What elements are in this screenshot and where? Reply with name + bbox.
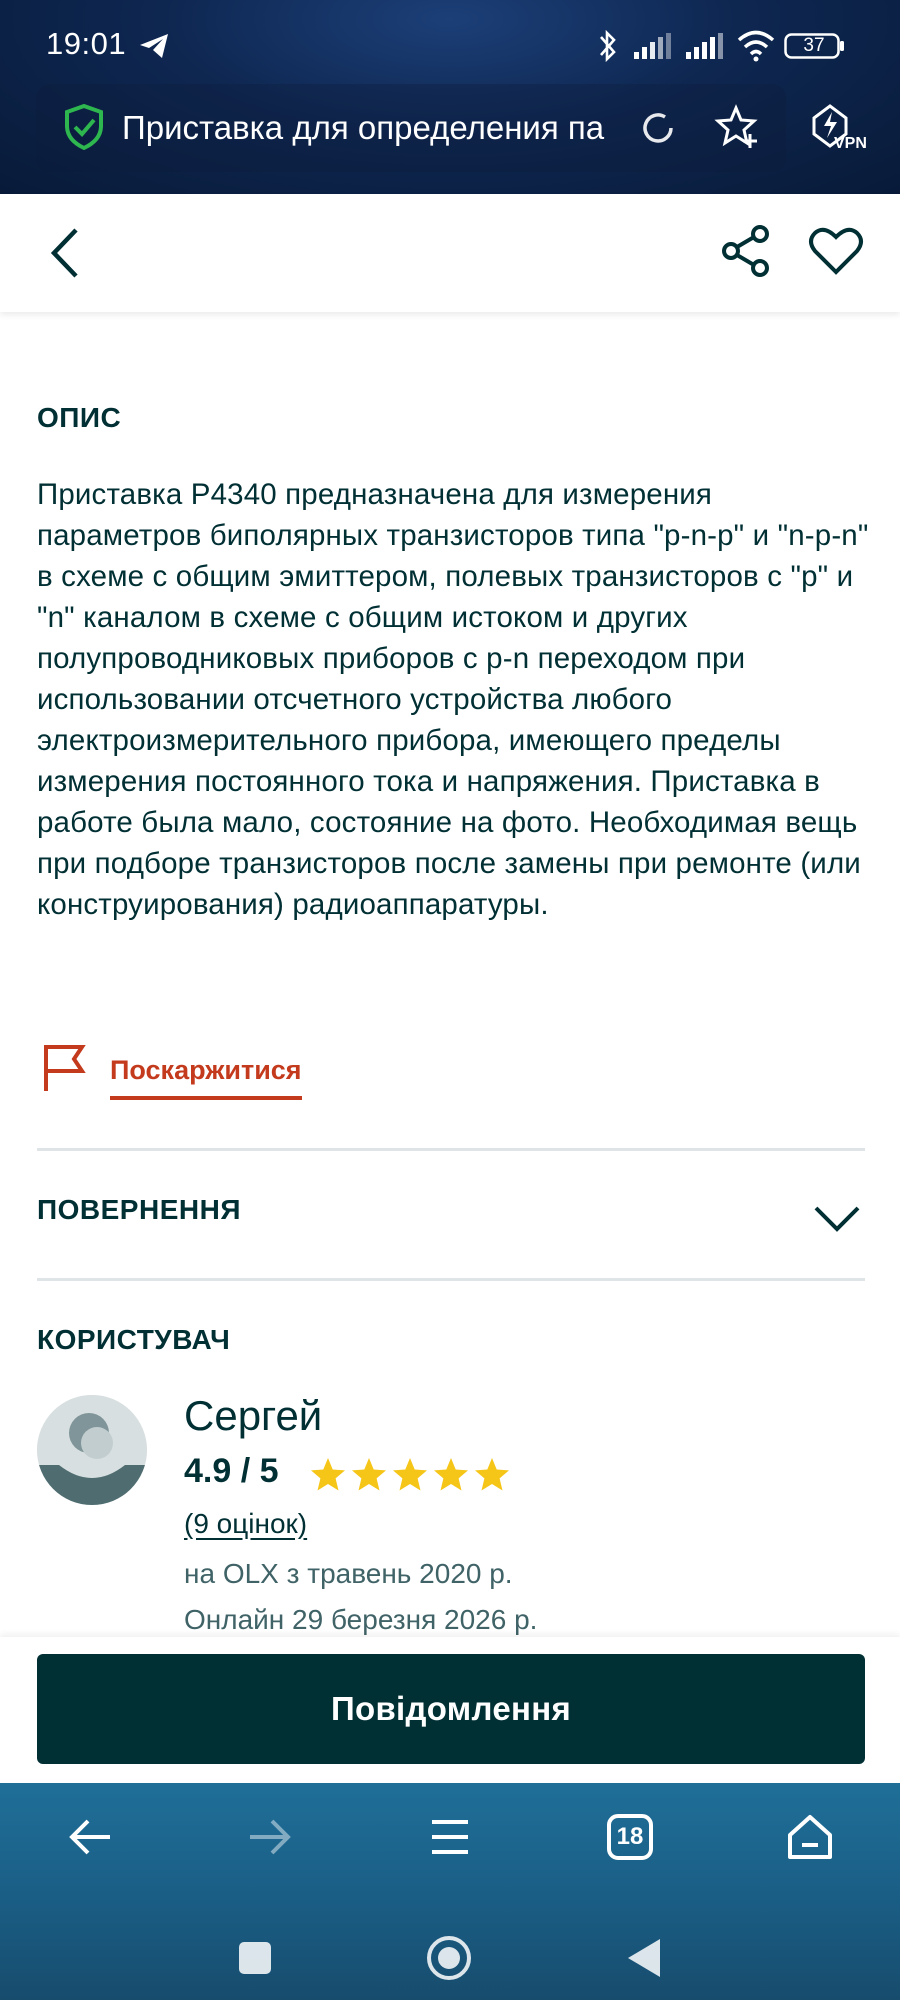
user-rating: 4.9 / 5	[184, 1452, 279, 1490]
back-icon[interactable]	[66, 1815, 114, 1863]
user-name[interactable]: Сергей	[184, 1392, 323, 1439]
browser-bottom-bar	[0, 1783, 900, 2000]
status-time: 19:01	[46, 26, 127, 61]
shield-icon	[64, 104, 104, 154]
browser-top-bar	[0, 0, 900, 194]
complain-link[interactable]	[42, 1039, 342, 1111]
star-icon	[352, 1458, 386, 1491]
divider	[37, 1278, 865, 1281]
signal-icon-2	[684, 32, 724, 64]
favorite-heart-icon[interactable]	[808, 226, 864, 280]
star-icon	[475, 1458, 509, 1491]
returns-title: ПОВЕРНЕННЯ	[37, 1194, 241, 1225]
description-title: ОПИС	[37, 402, 122, 433]
action-bar	[0, 1637, 900, 1783]
telegram-icon	[138, 32, 170, 64]
user-section-title: КОРИСТУВАЧ	[37, 1324, 231, 1355]
app-header	[0, 194, 900, 312]
wifi-icon	[736, 28, 776, 66]
flag-icon	[42, 1043, 86, 1097]
reload-icon[interactable]	[638, 108, 678, 152]
signal-icon-1	[632, 32, 672, 64]
share-icon[interactable]	[720, 224, 772, 282]
star-icon	[311, 1458, 345, 1491]
complain-label[interactable]: Поскаржитися	[110, 1055, 302, 1100]
forward-icon	[246, 1815, 294, 1863]
last-online: Онлайн 29 березня 2026 р.	[184, 1604, 538, 1635]
reviews-link[interactable]: (9 оцінок)	[184, 1508, 308, 1539]
star-icon	[434, 1458, 468, 1491]
returns-accordion[interactable]	[0, 1158, 900, 1276]
listing-content[interactable]	[0, 312, 900, 1637]
home-icon[interactable]	[786, 1813, 834, 1865]
svg-text:VPN: VPN	[834, 135, 866, 152]
bookmark-star-icon[interactable]	[714, 104, 760, 154]
member-since: на OLX з травень 2020 р.	[184, 1558, 513, 1589]
rating-stars	[308, 1455, 518, 1499]
vpn-icon[interactable]	[810, 102, 866, 158]
page-title-url[interactable]: Приставка для определения па	[122, 109, 605, 146]
tab-count[interactable]: 18	[616, 1823, 644, 1850]
system-home-icon[interactable]	[426, 1935, 472, 1985]
divider	[37, 1148, 865, 1151]
chevron-down-icon	[812, 1202, 862, 1238]
menu-icon[interactable]	[428, 1817, 472, 1861]
bluetooth-icon	[598, 28, 618, 68]
back-arrow-icon[interactable]	[44, 224, 84, 286]
avatar[interactable]	[37, 1395, 147, 1505]
system-back-icon[interactable]	[626, 1937, 662, 1983]
message-button[interactable]: Повідомлення	[37, 1654, 865, 1764]
description-text: Приставка Р4340 предназначена для измерения параметров биполярных транзисторов типа "р-n-р" и "n-p-n" в схеме с общим эмиттером, полевых транзисторов с "р" и "n" каналом в схеме с общим истоком и других полупроводниковых приборов с p-n переходом при использовании отсчетного устройства любого электроизмерительного прибора, имеющего пределы измерения постоянного тока и напряжения. Приставка в работе была мало, состояние на фото. Необходимая вещь при подборе транзисторов после замены при ремонте (или конструирования) радиоаппаратуры.	[37, 478, 869, 921]
battery-level: 37	[803, 35, 825, 56]
recent-apps-icon[interactable]	[238, 1941, 272, 1979]
star-icon	[393, 1458, 427, 1491]
